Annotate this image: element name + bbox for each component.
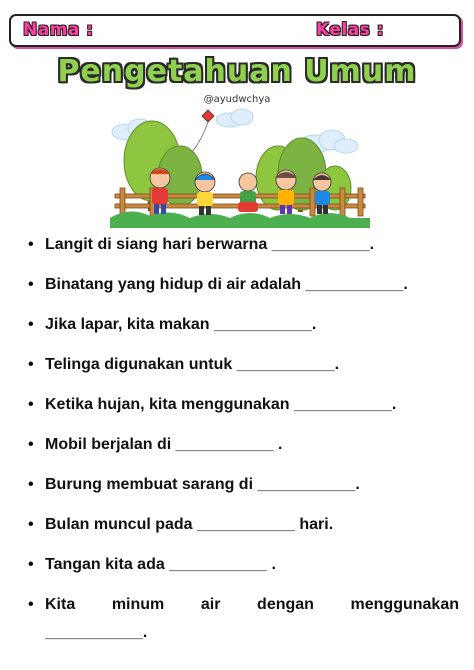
list-item (20, 396, 460, 436)
question-text-justified (45, 596, 459, 614)
bullet: • (28, 316, 34, 333)
worksheet-title: Pengetahuan Umum (57, 54, 417, 89)
question-text: Tangan kita ada ___________ . (45, 556, 276, 573)
bullet: • (28, 516, 34, 533)
bullet: • (28, 356, 34, 373)
question-text: Telinga digunakan untuk ___________. (45, 356, 340, 373)
list-item (20, 316, 460, 356)
word: dengan (257, 596, 314, 613)
name-label: Nama : (23, 20, 94, 40)
word: menggunakan (350, 596, 459, 613)
word: air (200, 596, 221, 613)
list-item (20, 516, 460, 556)
list-item (20, 436, 460, 476)
bullet: • (28, 436, 34, 453)
bullet: • (28, 476, 34, 493)
bullet: • (28, 556, 34, 573)
list-item (20, 236, 460, 276)
bullet: • (28, 276, 34, 293)
question-text: Burung membuat sarang di ___________. (45, 476, 360, 493)
class-label: Kelas : (316, 20, 385, 40)
list-item (20, 476, 460, 516)
list-item (20, 276, 460, 316)
question-text: Ketika hujan, kita menggunakan ___________. (45, 396, 397, 413)
name-class-box (9, 14, 461, 47)
children-park-illustration-icon (110, 106, 370, 228)
word: minum (111, 596, 165, 613)
bullet: • (28, 396, 34, 413)
question-text: Langit di siang hari berwarna ___________. (45, 236, 375, 253)
question-text: Mobil berjalan di ___________ . (45, 436, 283, 453)
question-list (20, 236, 460, 641)
bullet: • (28, 236, 34, 253)
list-item (20, 556, 460, 596)
bullet: • (28, 596, 34, 613)
question-continuation: ___________. (45, 624, 148, 641)
word: Kita (45, 596, 76, 613)
credit-handle: @ayudwchya (203, 94, 271, 105)
question-text: Jika lapar, kita makan ___________. (45, 316, 317, 333)
question-text: Binatang yang hidup di air adalah ___________. (45, 276, 408, 293)
list-item (20, 596, 460, 641)
question-text: Bulan muncul pada ___________ hari. (45, 516, 334, 533)
list-item (20, 356, 460, 396)
